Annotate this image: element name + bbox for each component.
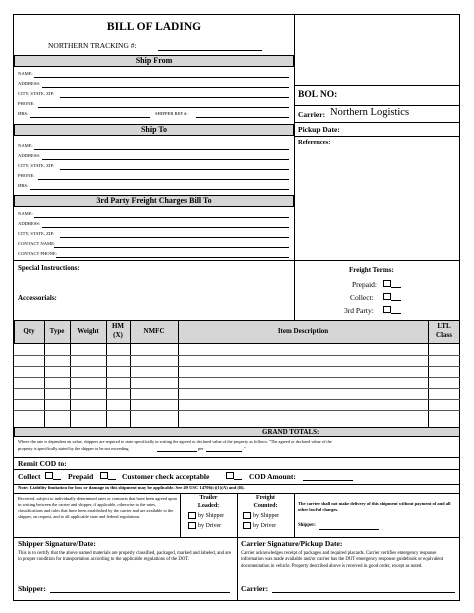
freight-counted-header-1: Freight <box>256 495 275 501</box>
ship-to-city-label: CITY, STATE, ZIP: <box>18 163 55 168</box>
col-ltl-header: LTL <box>437 322 451 330</box>
ship-from-phone-input[interactable] <box>38 107 289 108</box>
bol-bottom-line <box>294 105 460 106</box>
freight-terms-label: Freight Terms: <box>349 266 394 274</box>
cod-collect-checkbox[interactable] <box>45 472 53 479</box>
document-title: BILL OF LADING <box>106 21 202 33</box>
third-party-terms-label: 3rd Party: <box>344 306 374 315</box>
ship-from-hrs-input[interactable] <box>30 117 150 118</box>
ship-from-title: Ship From <box>135 56 173 65</box>
shipper-certification-text: This is to certify that the above named materials are properly classified, packaged, marked and labeled, and are in proper condition for transportation according to the applicable regulations of the DOT. <box>18 551 232 563</box>
freight-collect-checkbox[interactable] <box>383 293 391 300</box>
third-party-name-input[interactable] <box>34 217 289 218</box>
cod-collect-label: Collect <box>18 472 41 481</box>
shipper-ref-label: SHIPPER REF #: <box>155 111 188 116</box>
trailer-by-driver-label: by Driver <box>198 523 222 529</box>
grand-totals-label: GRAND TOTALS: <box>262 428 320 436</box>
ship-from-name-input[interactable] <box>34 77 289 78</box>
tracking-label: NORTHERN TRACKING #: <box>48 41 137 50</box>
counted-by-driver-label: by Driver <box>253 523 277 529</box>
delivery-shipper-label: Shipper: <box>298 523 316 528</box>
col-hm-x-header: (X) <box>113 331 123 339</box>
ship-from-address-label: ADDRESS: <box>18 81 41 86</box>
table-row <box>14 388 460 389</box>
ship-from-address-input[interactable] <box>42 87 289 88</box>
cod-prepaid-checkbox[interactable] <box>100 472 108 479</box>
freight-prepaid-line <box>391 287 401 288</box>
declared-per-input[interactable] <box>206 451 242 452</box>
ship-to-phone-label: PHONE: <box>18 173 35 178</box>
declared-value-input[interactable] <box>157 451 197 452</box>
cod-prepaid-label: Prepaid <box>68 472 94 481</box>
counted-by-shipper-checkbox[interactable] <box>243 512 251 519</box>
customer-check-checkbox[interactable] <box>226 472 234 479</box>
references-label: References: <box>298 139 331 146</box>
third-party-city-input[interactable] <box>60 237 289 238</box>
third-party-city-label: CITY, STATE, ZIP: <box>18 231 55 236</box>
ship-from-hrs-label: HRS: <box>18 111 29 116</box>
freight-third-party-line <box>391 313 401 314</box>
col-hm-header: HM <box>111 322 125 330</box>
third-party-contact-name-input[interactable] <box>54 247 289 248</box>
shipper-ref-input[interactable] <box>196 117 289 118</box>
ship-from-city-label: CITY, STATE, ZIP: <box>18 91 55 96</box>
accessorials-label: Accessorials: <box>18 294 57 302</box>
trailer-by-shipper-label: by Shipper <box>198 513 225 519</box>
prepaid-label: Prepaid: <box>352 280 377 289</box>
trailer-loaded-header-1: Trailer <box>199 495 218 501</box>
liability-note: Note: Liability limitation for loss or damage in this shipment may be applicable. See 49 USC 14706(c)(1)(A) and (B). <box>18 485 245 490</box>
col-description-header: Item Description <box>277 327 329 335</box>
pickup-bottom-line <box>294 136 460 137</box>
customer-check-line <box>234 479 242 480</box>
trailer-by-shipper-checkbox[interactable] <box>188 512 196 519</box>
table-row <box>14 399 460 400</box>
counted-by-shipper-label: by Shipper <box>253 513 280 519</box>
special-top-line <box>14 260 460 261</box>
col-qty-header: Qty <box>23 327 35 335</box>
table-row <box>14 410 460 411</box>
declared-value-note-2: property is specifically stated by the shipper to be not exceeding <box>18 446 129 451</box>
cod-amount-input[interactable] <box>303 480 353 481</box>
third-party-address-input[interactable] <box>42 227 289 228</box>
shipper-signature-input[interactable] <box>50 592 230 593</box>
carrier-signature-input[interactable] <box>272 592 455 593</box>
cod-amount-label: COD Amount: <box>249 472 296 481</box>
tracking-input[interactable] <box>158 50 262 51</box>
cod-prepaid-line <box>108 479 116 480</box>
ship-to-phone-input[interactable] <box>38 179 289 180</box>
ship-from-phone-label: PHONE: <box>18 101 35 106</box>
special-instructions-label: Special Instructions: <box>18 264 80 272</box>
third-party-name-label: NAME: <box>18 211 33 216</box>
freight-collect-line <box>391 300 401 301</box>
remit-cod-label: Remit COD to: <box>18 459 67 468</box>
third-party-contact-phone-input[interactable] <box>56 257 289 258</box>
table-row <box>14 355 460 356</box>
table-row <box>14 377 460 378</box>
carrier-bottom-line <box>294 122 460 123</box>
third-party-title: 3rd Party Freight Charges Bill To <box>96 196 212 205</box>
ship-to-title: Ship To <box>140 125 168 134</box>
customer-check-label: Customer check acceptable <box>122 472 210 481</box>
shipper-signature-label: Shipper: <box>18 584 46 593</box>
declared-value-note: Where the rate is dependent on value, shippers are required to state specifically in writing the agreed or declared value of the property as follows: "The agreed or declared value of the <box>18 439 332 444</box>
col-type-header: Type <box>49 327 65 335</box>
carrier-signature-label: Carrier: <box>241 584 269 593</box>
carrier-value: Northern Logistics <box>330 107 410 118</box>
carrier-acknowledgement-text: Carrier acknowledges receipt of packages and required placards. Carrier certifies emergency response information was made available and/or carrier has the DOT emergency response guidebook or equivalent documentation in vehicle. Property described above is received in good order, except as noted. <box>241 551 444 569</box>
freight-prepaid-checkbox[interactable] <box>383 280 391 287</box>
freight-counted-header-2: Counted: <box>253 503 278 509</box>
carrier-delivery-note: The carrier shall not make delivery of this shipment without payment of and all other lawful charges. <box>298 501 451 512</box>
counted-by-driver-checkbox[interactable] <box>243 522 251 529</box>
ship-to-city-input[interactable] <box>60 169 289 170</box>
freight-terms-divider <box>294 260 295 320</box>
cod-top-line <box>14 457 460 458</box>
cod-mid-line <box>14 469 460 470</box>
counted-divider <box>294 493 295 537</box>
declared-value-per: per <box>198 446 204 451</box>
trailer-loaded-header-2: Loaded: <box>197 503 220 509</box>
col-weight-header: Weight <box>77 327 99 335</box>
bol-no-label: BOL NO: <box>298 90 338 100</box>
shipper-signature-header: Shipper Signature/Date: <box>18 539 96 548</box>
column-divider <box>294 14 295 260</box>
table-row <box>14 366 460 367</box>
third-party-contact-name-label: CONTACT NAME: <box>18 241 56 246</box>
ship-from-city-input[interactable] <box>60 97 289 98</box>
freight-third-party-checkbox[interactable] <box>383 306 391 313</box>
collect-label: Collect: <box>350 293 374 302</box>
ship-to-address-label: ADDRESS: <box>18 153 41 158</box>
third-party-contact-phone-label: CONTACT PHONE: <box>18 251 57 256</box>
bol-top-line <box>294 85 460 86</box>
delivery-shipper-input[interactable] <box>319 529 379 530</box>
carrier-label: Carrier: <box>298 110 326 119</box>
col-class-header: Class <box>436 331 452 339</box>
ship-to-hrs-label: HRS: <box>18 183 29 188</box>
pickup-date-label: Pickup Date: <box>298 125 340 134</box>
ship-to-address-input[interactable] <box>42 159 289 160</box>
ship-to-name-label: NAME: <box>18 143 33 148</box>
trailer-by-driver-checkbox[interactable] <box>188 522 196 529</box>
ship-to-hrs-input[interactable] <box>30 189 289 190</box>
ship-from-name-label: NAME: <box>18 71 33 76</box>
grand-totals-row <box>14 427 460 437</box>
carrier-signature-header: Carrier Signature/Pickup Date: <box>241 539 343 548</box>
received-terms-text: Received, subject to individually determined rates or contracts that have been agreed upon in writing between the carrier and shipper, if applicable, otherwise to the rates, classifications and rules that have been established by the carrier and are available to the shipper, on request, and to all applicable state and federal regulations. <box>18 496 177 519</box>
cod-collect-line <box>53 479 61 480</box>
signature-divider <box>237 537 238 601</box>
col-nmfc-header: NMFC <box>143 327 165 335</box>
declared-value-end: ." <box>243 446 246 451</box>
ship-to-name-input[interactable] <box>34 149 289 150</box>
third-party-address-label: ADDRESS: <box>18 221 41 226</box>
